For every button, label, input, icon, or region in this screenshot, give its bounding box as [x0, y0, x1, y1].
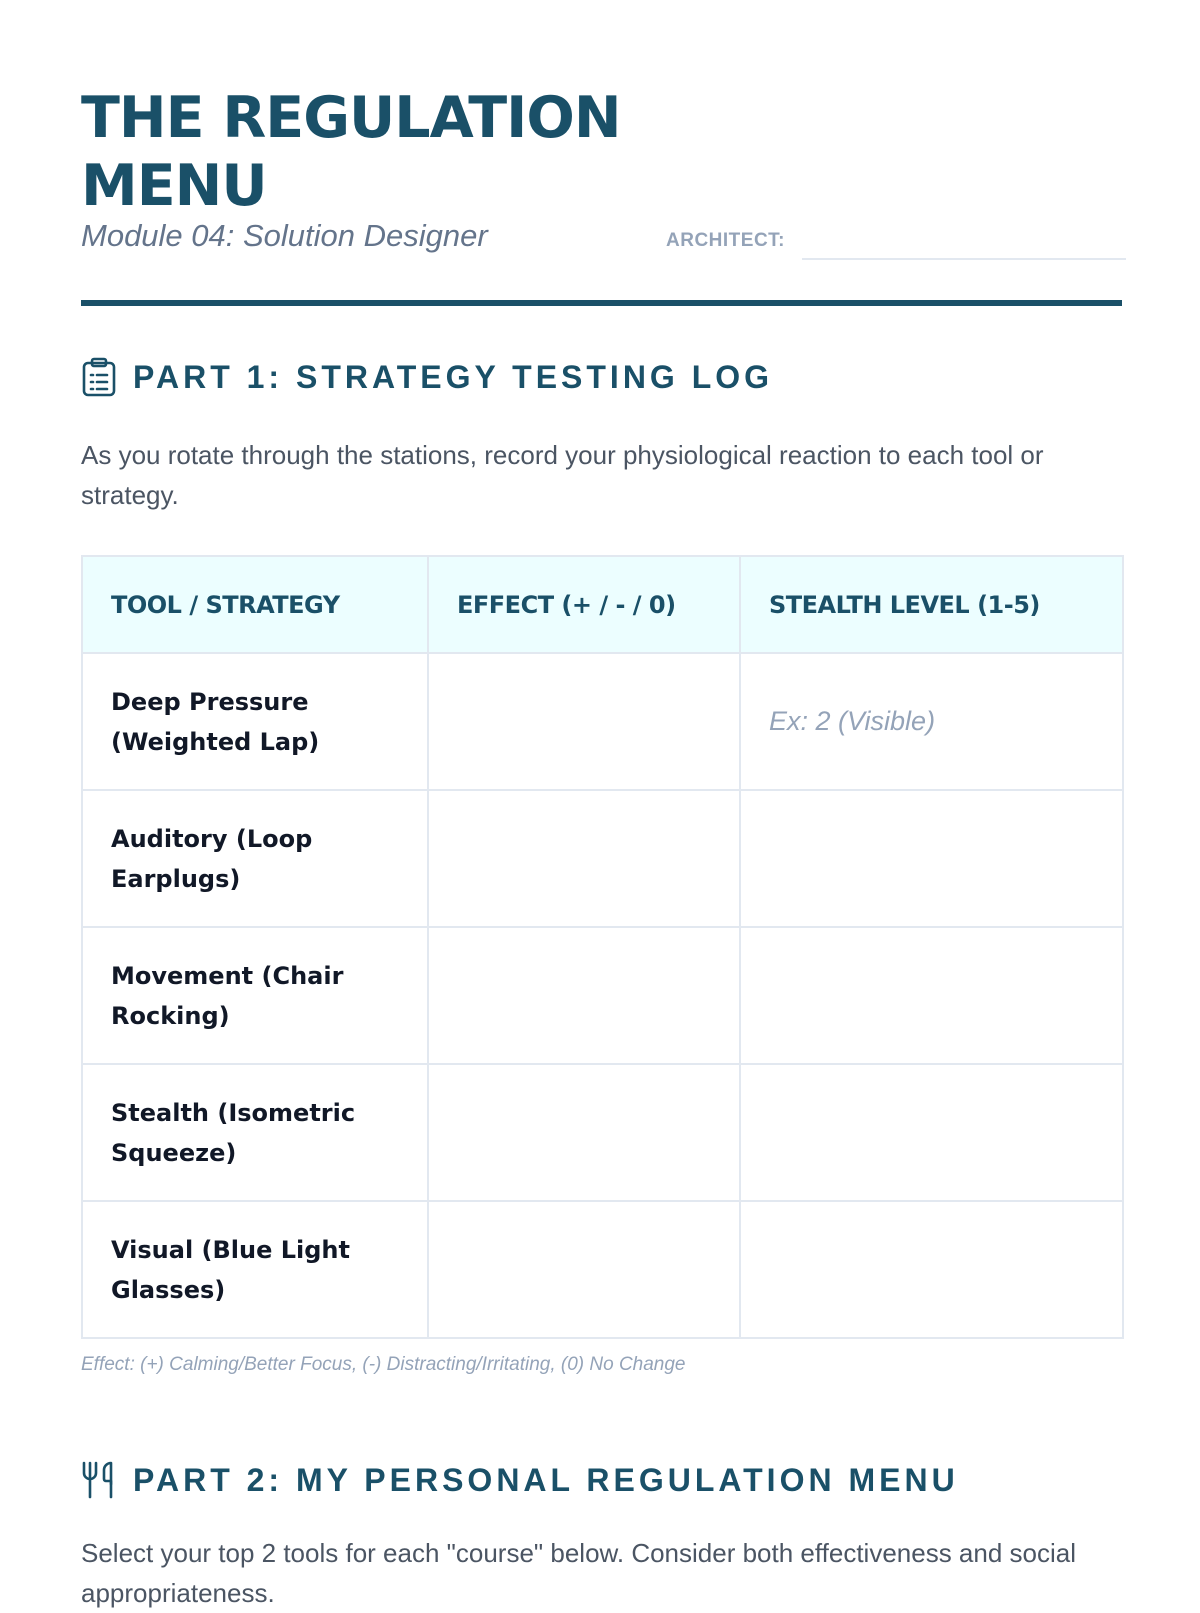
effect-legend-note: Effect: (+) Calming/Better Focus, (-) Distracting/Irritating, (0) No Change	[81, 1354, 686, 1375]
table-header-row	[82, 556, 1123, 653]
clipboard-list-icon	[81, 357, 121, 397]
part2-instructions: Select your top 2 tools for each "course" below. Consider both effectiveness and social appropriateness.	[81, 1538, 1076, 1608]
part1-heading	[81, 355, 773, 399]
stealth-entry-cell[interactable]	[740, 1201, 1123, 1338]
tool-name-cell: Auditory (Loop Earplugs)	[82, 790, 428, 927]
effect-entry-cell[interactable]	[428, 1201, 740, 1338]
effect-entry-cell[interactable]	[428, 927, 740, 1064]
architect-label: ARCHITECT:	[666, 230, 785, 251]
table-row	[82, 653, 1123, 790]
stealth-entry-cell[interactable]: Ex: 2 (Visible)	[740, 653, 1123, 790]
strategy-testing-table	[81, 555, 1124, 1339]
tool-name-cell: Movement (Chair Rocking)	[82, 927, 428, 1064]
part1-heading-text: PART 1: STRATEGY TESTING LOG	[133, 358, 774, 395]
effect-entry-cell[interactable]	[428, 790, 740, 927]
tool-name-cell: Visual (Blue Light Glasses)	[82, 1201, 428, 1338]
column-header-tool: TOOL / STRATEGY	[82, 556, 428, 653]
stealth-entry-cell[interactable]	[740, 790, 1123, 927]
header-divider	[81, 300, 1122, 306]
page-title: THE REGULATION MENU	[81, 85, 621, 219]
column-header-stealth: STEALTH LEVEL (1-5)	[740, 556, 1123, 653]
part2-heading	[81, 1458, 959, 1502]
table-row	[82, 927, 1123, 1064]
utensils-icon	[81, 1460, 121, 1500]
column-header-effect: EFFECT (+ / - / 0)	[428, 556, 740, 653]
table-row	[82, 1064, 1123, 1201]
architect-name-field[interactable]	[802, 256, 1126, 260]
table-row	[82, 790, 1123, 927]
table-row	[82, 1201, 1123, 1338]
effect-entry-cell[interactable]	[428, 653, 740, 790]
effect-entry-cell[interactable]	[428, 1064, 740, 1201]
stealth-entry-cell[interactable]	[740, 927, 1123, 1064]
stealth-entry-cell[interactable]	[740, 1064, 1123, 1201]
tool-name-cell: Stealth (Isometric Squeeze)	[82, 1064, 428, 1201]
tool-name-cell: Deep Pressure (Weighted Lap)	[82, 653, 428, 790]
part2-heading-text: PART 2: MY PERSONAL REGULATION MENU	[133, 1461, 959, 1498]
part1-instructions: As you rotate through the stations, record your physiological reaction to each tool or strategy.	[81, 440, 1044, 510]
page-subtitle: Module 04: Solution Designer	[81, 218, 488, 253]
